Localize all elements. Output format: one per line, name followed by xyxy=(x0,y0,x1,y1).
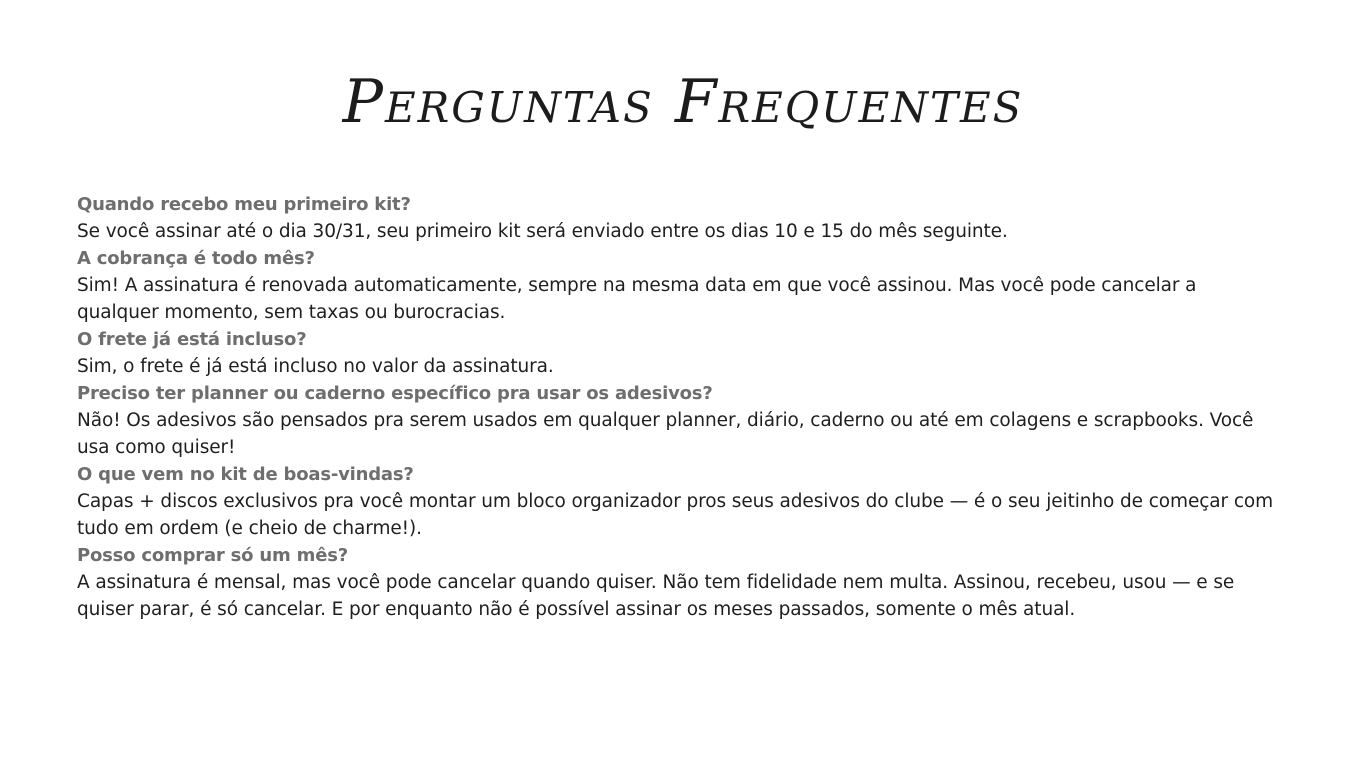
faq-question: A cobrança é todo mês? xyxy=(77,248,315,269)
faq-item xyxy=(77,380,1277,461)
faq-question: O que vem no kit de boas-vindas? xyxy=(77,464,414,485)
faq-item xyxy=(77,191,1277,245)
faq-answer: Sim! A assinatura é renovada automaticamente, sempre na mesma data em que você assinou. Mas você pode cancelar a qualquer momento, sem taxas ou burocracias. xyxy=(77,275,1197,323)
faq-question: Posso comprar só um mês? xyxy=(77,545,348,566)
faq-item xyxy=(77,461,1277,542)
faq-question: Quando recebo meu primeiro kit? xyxy=(77,194,411,215)
faq-answer: Se você assinar até o dia 30/31, seu primeiro kit será enviado entre os dias 10 e 15 do mês seguinte. xyxy=(77,221,1008,242)
faq-item xyxy=(77,326,1277,380)
page-title: Perguntas Frequentes xyxy=(342,67,1024,137)
faq-answer: Não! Os adesivos são pensados pra serem usados em qualquer planner, diário, caderno ou até em colagens e scrapbooks. Você usa como quiser! xyxy=(77,410,1254,458)
faq-answer: Sim, o frete é já está incluso no valor da assinatura. xyxy=(77,356,554,377)
faq-item xyxy=(77,245,1277,326)
faq-list xyxy=(77,191,1277,623)
faq-question: Preciso ter planner ou caderno específico pra usar os adesivos? xyxy=(77,383,713,404)
faq-question: O frete já está incluso? xyxy=(77,329,307,350)
faq-item xyxy=(77,542,1277,623)
faq-answer: A assinatura é mensal, mas você pode cancelar quando quiser. Não tem fidelidade nem multa. Assinou, recebeu, usou — e se quiser parar, é só cancelar. E por enquanto não é possível assinar os meses passados, somente o mês atual. xyxy=(77,572,1235,620)
faq-answer: Capas + discos exclusivos pra você montar um bloco organizador pros seus adesivos do clube — é o seu jeitinho de começar com tudo em ordem (e cheio de charme!). xyxy=(77,491,1274,539)
